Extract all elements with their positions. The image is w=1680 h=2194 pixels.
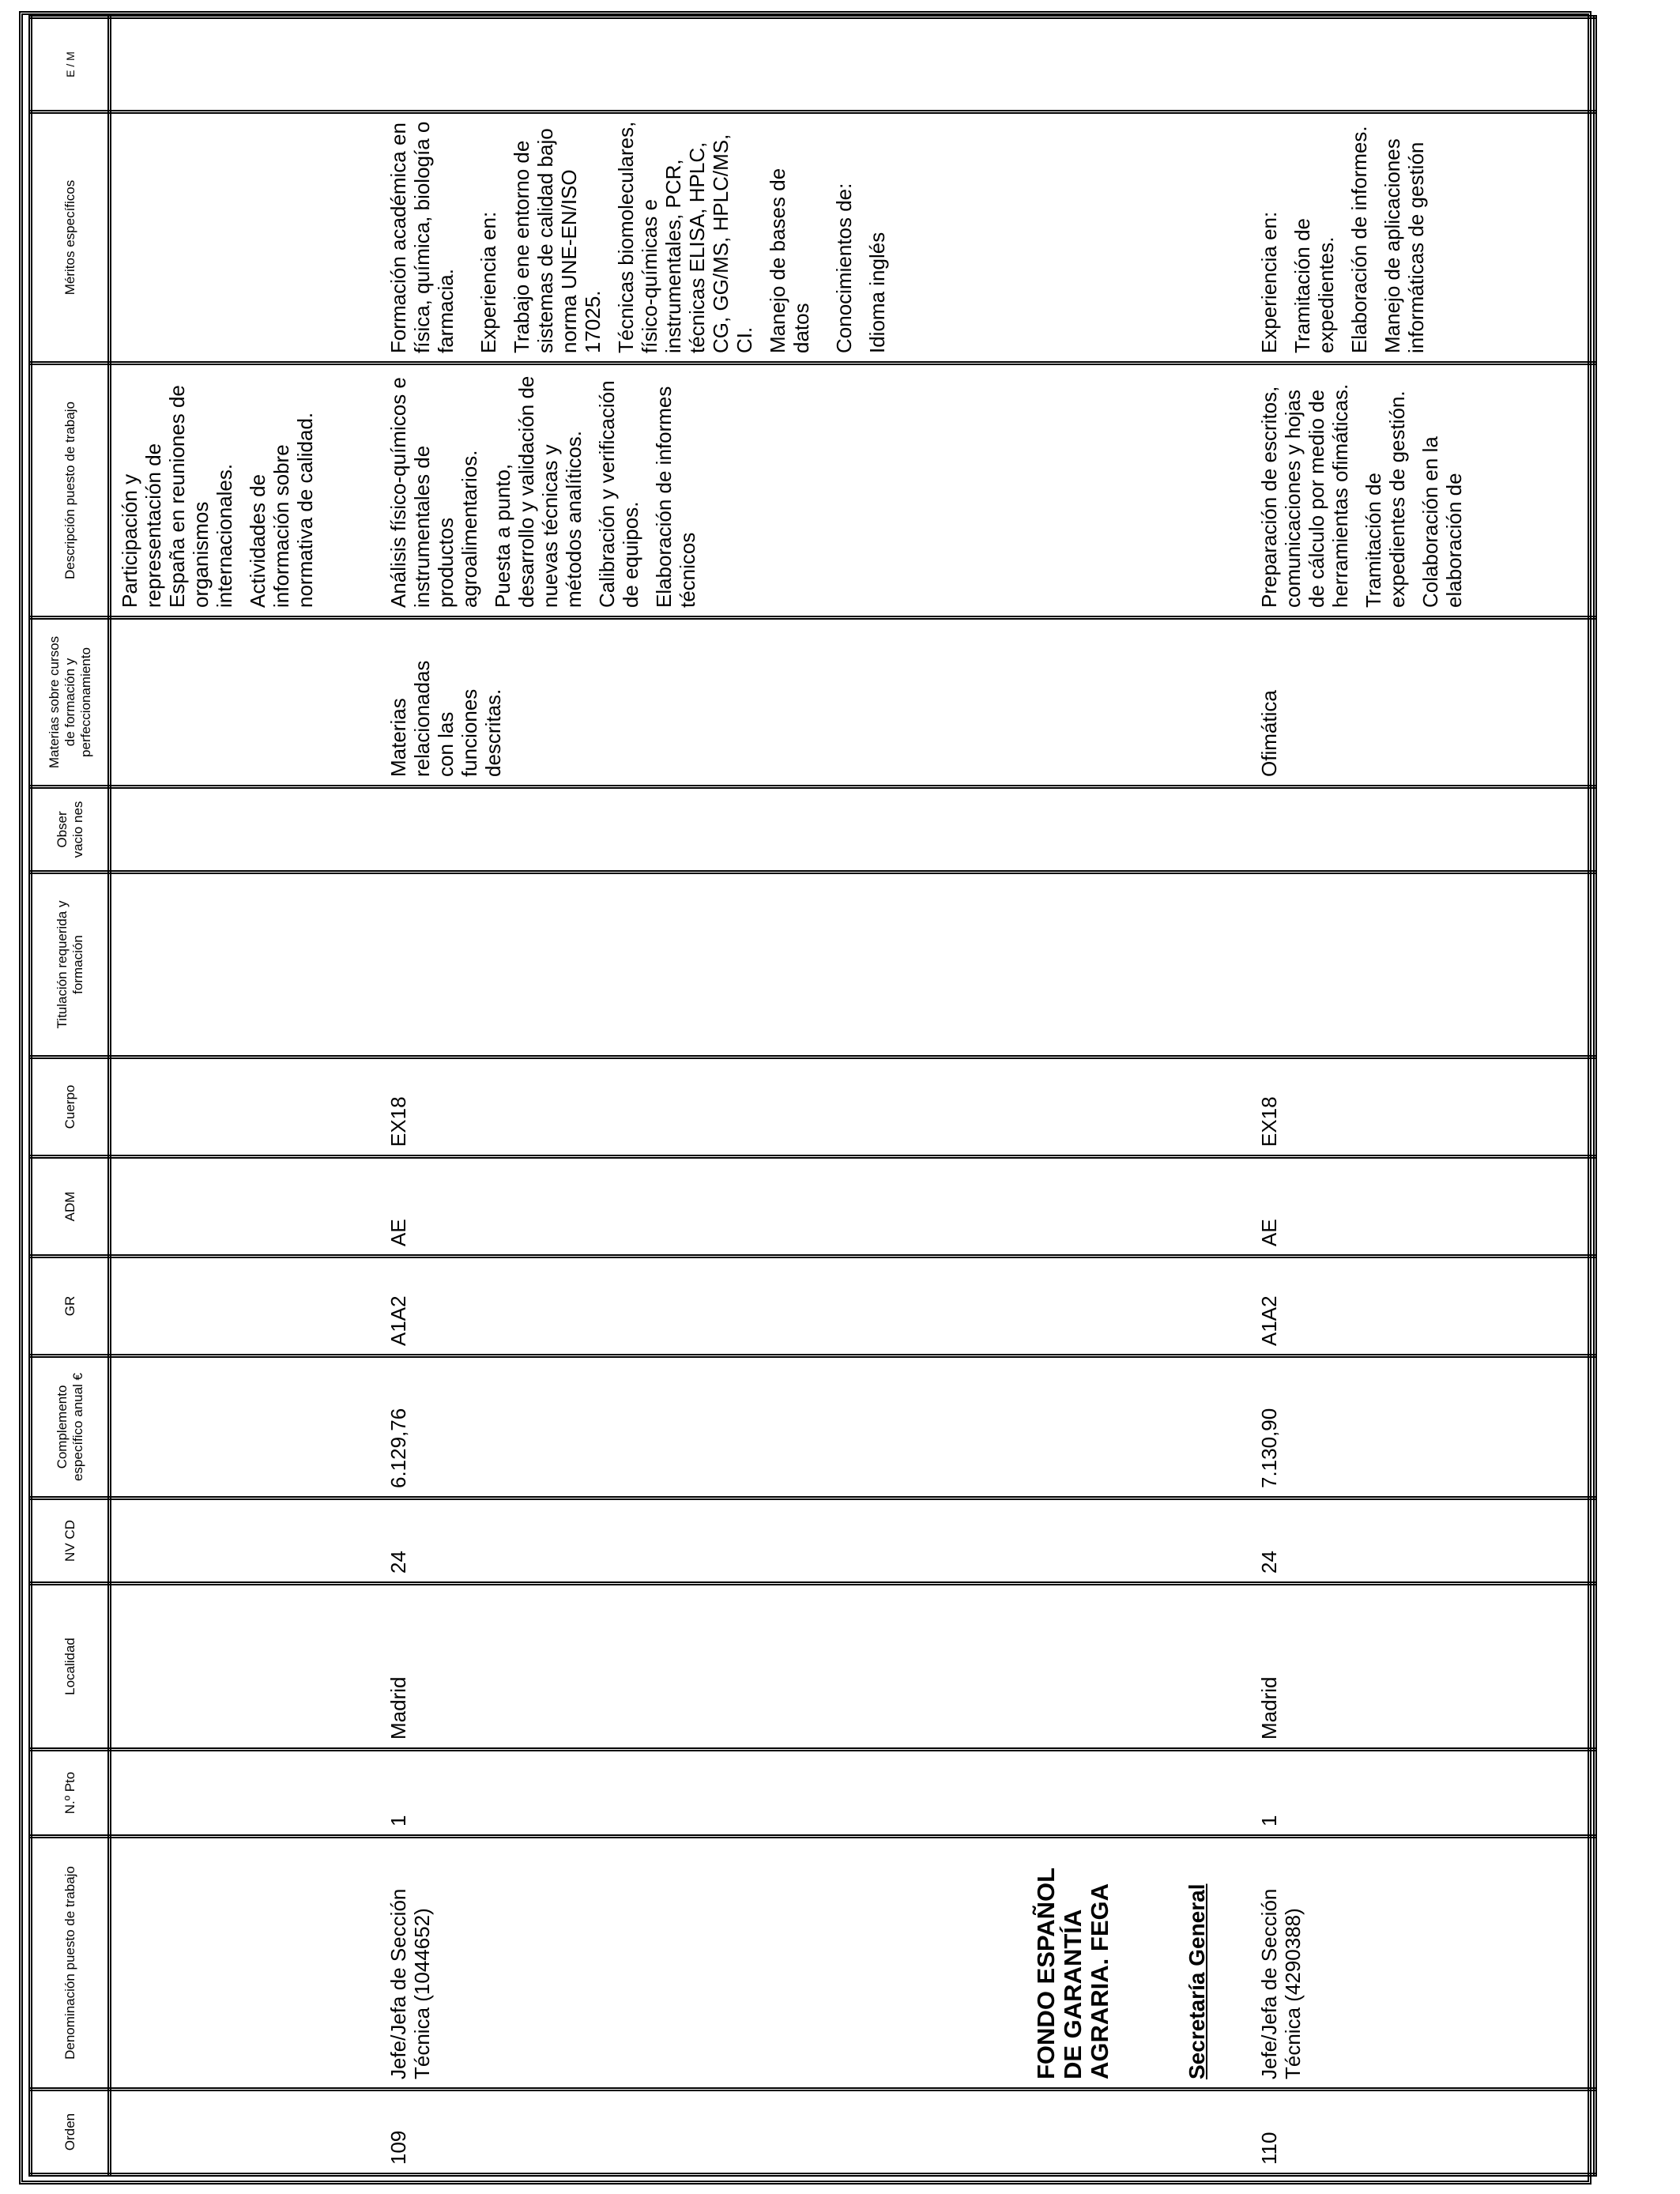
prev-descripcion: [118, 374, 326, 608]
row109-merito-item: Conocimientos de:: [832, 183, 856, 353]
row109-npto: 1: [386, 1815, 410, 1826]
row109-cuerpo: EX18: [386, 1096, 410, 1147]
row110-adm: AE: [1257, 1219, 1281, 1246]
row110-complemento: 7.130,90: [1257, 1408, 1281, 1488]
header-complemento: Complemento específico anual €: [31, 1356, 110, 1498]
row110-descripcion-item: Colaboración en la elaboración de: [1418, 436, 1466, 608]
header-orden: Orden: [31, 2090, 110, 2175]
col-localidad: [110, 1584, 1595, 1750]
row109-denominacion: Jefe/Jefa de Sección Técnica (1044652): [386, 1888, 434, 2079]
row109-merito-item: Idioma inglés: [865, 232, 889, 353]
row110-npto: 1: [1257, 1815, 1281, 1826]
header-localidad: Localidad: [31, 1584, 110, 1750]
header-denominacion: Denominación puesto de trabajo: [31, 1837, 110, 2090]
section-subtitle: Secretaría General: [1185, 1883, 1209, 2079]
col-meritos: [110, 112, 1595, 364]
row110-gr: A1A2: [1257, 1295, 1281, 1346]
row109-complemento: 6.129,76: [386, 1408, 410, 1488]
row110-meritos: [1257, 119, 1437, 353]
row110-merito-item: Tramitación de expedientes.: [1290, 218, 1338, 353]
row109-orden: 109: [386, 2130, 410, 2165]
prev-descripcion-item: Actividades de información sobre normativa de calidad.: [246, 412, 317, 608]
row110-merito-item: Elaboración de informes.: [1347, 126, 1371, 353]
row109-gr: A1A2: [386, 1295, 410, 1346]
header-npto: N.º Pto: [31, 1750, 110, 1837]
row110-materias: Ofimática: [1257, 690, 1281, 777]
row109-meritos: [386, 119, 898, 353]
header-row: [31, 17, 110, 2175]
row109-descripcion: [386, 374, 709, 608]
col-orden: [110, 2090, 1595, 2175]
col-cuerpo: [110, 1057, 1595, 1157]
row109-descripcion-item: Elaboración de informes técnicos: [652, 386, 699, 608]
header-materias: Materias sobre cursos de formación y perfeccionamiento: [31, 618, 110, 787]
body-row: [110, 17, 1595, 2175]
col-npto: [110, 1750, 1595, 1837]
row110-cuerpo: EX18: [1257, 1096, 1281, 1147]
row110-descripcion-item: Preparación de escritos, comunicaciones y hojas de cálculo por medio de herramientas ofimáticas.: [1257, 383, 1352, 608]
row110-denominacion: Jefe/Jefa de Sección Técnica (4290388): [1257, 1888, 1305, 2079]
col-em: [110, 17, 1595, 112]
header-adm: ADM: [31, 1157, 110, 1257]
prev-descripcion-item: Participación y representación de España en reuniones de organismos internacionales.: [118, 385, 236, 608]
row109-adm: AE: [386, 1219, 410, 1246]
row109-descripcion-item: Puesta a punto, desarrollo y validación de nuevas técnicas y métodos analíticos.: [491, 375, 586, 608]
row109-merito-item: Formación académica en física, química, biología o farmacia.: [386, 121, 458, 353]
header-em: E / M: [31, 17, 110, 112]
col-descripcion: [110, 364, 1595, 618]
row110-nvcd: 24: [1257, 1551, 1281, 1574]
row109-descripcion-item: Análisis físico-químicos e instrumentales de productos agroalimentarios.: [386, 377, 481, 608]
header-descripcion: Descripción puesto de trabajo: [31, 364, 110, 618]
col-observaciones: [110, 787, 1595, 873]
row109-merito-item: Trabajo ene entorno de sistemas de calidad bajo norma UNE-EN/ISO 17025.: [510, 128, 605, 353]
col-denominacion: [110, 1837, 1595, 2090]
positions-table: [28, 15, 1597, 2177]
header-cuerpo: Cuerpo: [31, 1057, 110, 1157]
col-adm: [110, 1157, 1595, 1257]
row110-orden: 110: [1257, 2132, 1281, 2165]
header-observaciones: Obser vacio nes: [31, 787, 110, 873]
col-gr: [110, 1257, 1595, 1356]
header-nvcd: NV CD: [31, 1498, 110, 1584]
col-nvcd: [110, 1498, 1595, 1584]
row110-descripcion: [1257, 374, 1475, 608]
row109-nvcd: 24: [386, 1551, 410, 1574]
header-meritos: Méritos específicos: [31, 112, 110, 364]
section-title: FONDO ESPAÑOL DE GARANTÍA AGRARIA. FEGA: [1032, 1868, 1113, 2079]
header-gr: GR: [31, 1257, 110, 1356]
row110-descripcion-item: Tramitación de expedientes de gestión.: [1362, 390, 1409, 608]
row109-merito-item: Experiencia en:: [477, 211, 500, 353]
row109-merito-item: Técnicas biomoleculares, físico-químicas e instrumentales, PCR, técnicas ELISA, HPLC, CG, GG/MS, HPLC/MS, CI.: [614, 121, 756, 353]
row109-descripcion-item: Calibración y verificación de equipos.: [595, 380, 642, 608]
row110-localidad: Madrid: [1257, 1676, 1281, 1740]
row109-localidad: Madrid: [386, 1676, 410, 1740]
col-complemento: [110, 1356, 1595, 1498]
row109-merito-item: Manejo de bases de datos: [766, 168, 813, 353]
row109-materias: Materias relacionadas con las funciones descritas.: [386, 660, 505, 777]
header-titulacion: Titulación requerida y formación: [31, 873, 110, 1057]
row110-merito-item: Experiencia en:: [1257, 211, 1281, 353]
row110-merito-item: Manejo de aplicaciones informáticas de gestión: [1381, 138, 1428, 353]
col-materias: [110, 618, 1595, 787]
col-titulacion: [110, 873, 1595, 1057]
